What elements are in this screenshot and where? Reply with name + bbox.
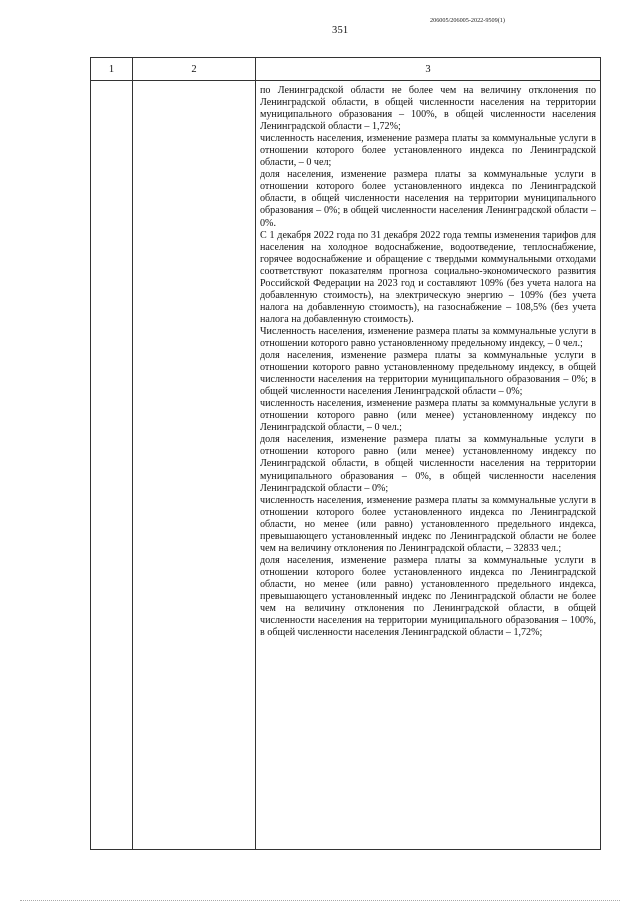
paragraph: доля населения, изменение размера платы за коммунальные услуги в отношении которого равно (или менее) установленному индексу по Ленинградской области, в общей численности населения на территории муниципального образования – 0%, в общей численности населения Ленинградской области – 0%;	[260, 434, 596, 494]
scan-edge-line	[20, 900, 620, 901]
table-header-row	[91, 58, 601, 81]
column-header-3: 3	[256, 58, 601, 81]
paragraph: доля населения, изменение размера платы за коммунальные услуги в отношении которого более установленного индекса по Ленинградской области, но менее (или равно) установленного предельного индекса, превышающего установленный индекс по Ленинградской области не более чем на величину отклонения по Ленинградской области, в общей численности населения на территории муниципального образования – 100%, в общей численности населения Ленинградской области – 1,72%;	[260, 554, 596, 639]
document-id: 206005/206005-2022-9509(1)	[430, 17, 505, 24]
table-row	[91, 81, 601, 850]
document-table	[90, 57, 601, 850]
cell-column-3	[256, 81, 601, 850]
paragraph: численность населения, изменение размера платы за коммунальные услуги в отношении которого равно (или менее) установленному индексу по Ленинградской области, – 0 чел.;	[260, 398, 596, 434]
column-header-2: 2	[133, 58, 256, 81]
paragraph: численность населения, изменение размера платы за коммунальные услуги в отношении которого более установленного индекса по Ленинградской области, – 0 чел;	[260, 133, 596, 169]
paragraph: численность населения, изменение размера платы за коммунальные услуги в отношении которого более установленного индекса по Ленинградской области, но менее (или равно) установленного предельного индекса, превышающего установленный индекс по Ленинградской области не более чем на величину отклонения по Ленинградской области, – 32833 чел.;	[260, 494, 596, 554]
paragraph: доля населения, изменение размера платы за коммунальные услуги в отношении которого равно установленному предельному индексу, в общей численности населения на территории муниципального образования – 0%; в общей численности населения Ленинградской области – 0%;	[260, 350, 596, 398]
column-header-1: 1	[91, 58, 133, 81]
cell-column-1	[91, 81, 133, 850]
paragraph: по Ленинградской области не более чем на величину отклонения по Ленинградской области, в общей численности населения на территории муниципального образования – 100%, в общей численности населения Ленинградской области – 1,72%;	[260, 85, 596, 133]
paragraph: доля населения, изменение размера платы за коммунальные услуги в отношении которого более установленного индекса по Ленинградской области, в общей численности населения на территории муниципального образования – 0%; в общей численности населения Ленинградской области – 0%.	[260, 169, 596, 229]
paragraph: Численность населения, изменение размера платы за коммунальные услуги в отношении которого равно установленному предельному индексу, – 0 чел.;	[260, 325, 596, 349]
cell-column-2	[133, 81, 256, 850]
page-number: 351	[332, 25, 349, 36]
paragraph: С 1 декабря 2022 года по 31 декабря 2022 года темпы изменения тарифов для населения на холодное водоснабжение, водоотведение, теплоснабжение, горячее водоснабжение и обращение с твердыми коммунальными отходами соответствуют показателям прогноза социально-экономического развития Российской Федерации на 2023 год и составляют 109% (без учета налога на добавленную стоимость), на электрическую энергию – 109% (без учета налога на добавленную стоимость), на газоснабжение – 108,5% (без учета налога на добавленную стоимость).	[260, 229, 596, 325]
